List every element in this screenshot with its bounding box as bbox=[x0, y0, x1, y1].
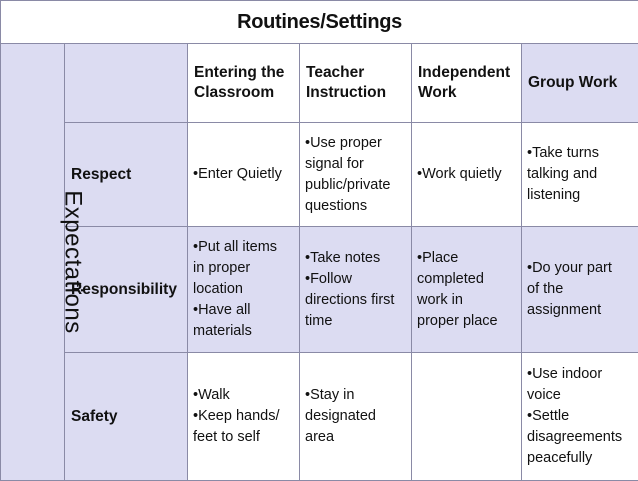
column-header: Group Work bbox=[522, 44, 638, 123]
table-row bbox=[1, 123, 638, 227]
table-row bbox=[1, 227, 638, 353]
column-header-row bbox=[1, 44, 638, 123]
row-header: Responsibility bbox=[65, 227, 188, 353]
table-cell: •Use indoor voice •Settle disagreements peacefully bbox=[522, 353, 638, 481]
table-cell: •Enter Quietly bbox=[188, 123, 300, 227]
column-header: Entering the Classroom bbox=[188, 44, 300, 123]
row-header: Respect bbox=[65, 123, 188, 227]
table-cell: •Place completed work in proper place bbox=[412, 227, 522, 353]
column-header: Independent Work bbox=[412, 44, 522, 123]
side-label: Expectations bbox=[59, 190, 87, 333]
table-cell: •Take turns talking and listening bbox=[522, 123, 638, 227]
table-cell: •Take notes •Follow directions first time bbox=[300, 227, 412, 353]
row-header: Safety bbox=[65, 353, 188, 481]
table-cell-empty bbox=[412, 353, 522, 481]
corner-cell bbox=[65, 44, 188, 123]
side-label-cell bbox=[1, 44, 65, 481]
table-cell: •Stay in designated area bbox=[300, 353, 412, 481]
column-header: Teacher Instruction bbox=[300, 44, 412, 123]
table-cell: •Put all items in proper location •Have all materials bbox=[188, 227, 300, 353]
table-cell: •Do your part of the assignment bbox=[522, 227, 638, 353]
table-cell: •Use proper signal for public/private questions bbox=[300, 123, 412, 227]
table-title: Routines/Settings bbox=[1, 1, 638, 44]
table-row bbox=[1, 353, 638, 481]
table-cell: •Work quietly bbox=[412, 123, 522, 227]
table-cell: •Walk •Keep hands/ feet to self bbox=[188, 353, 300, 481]
